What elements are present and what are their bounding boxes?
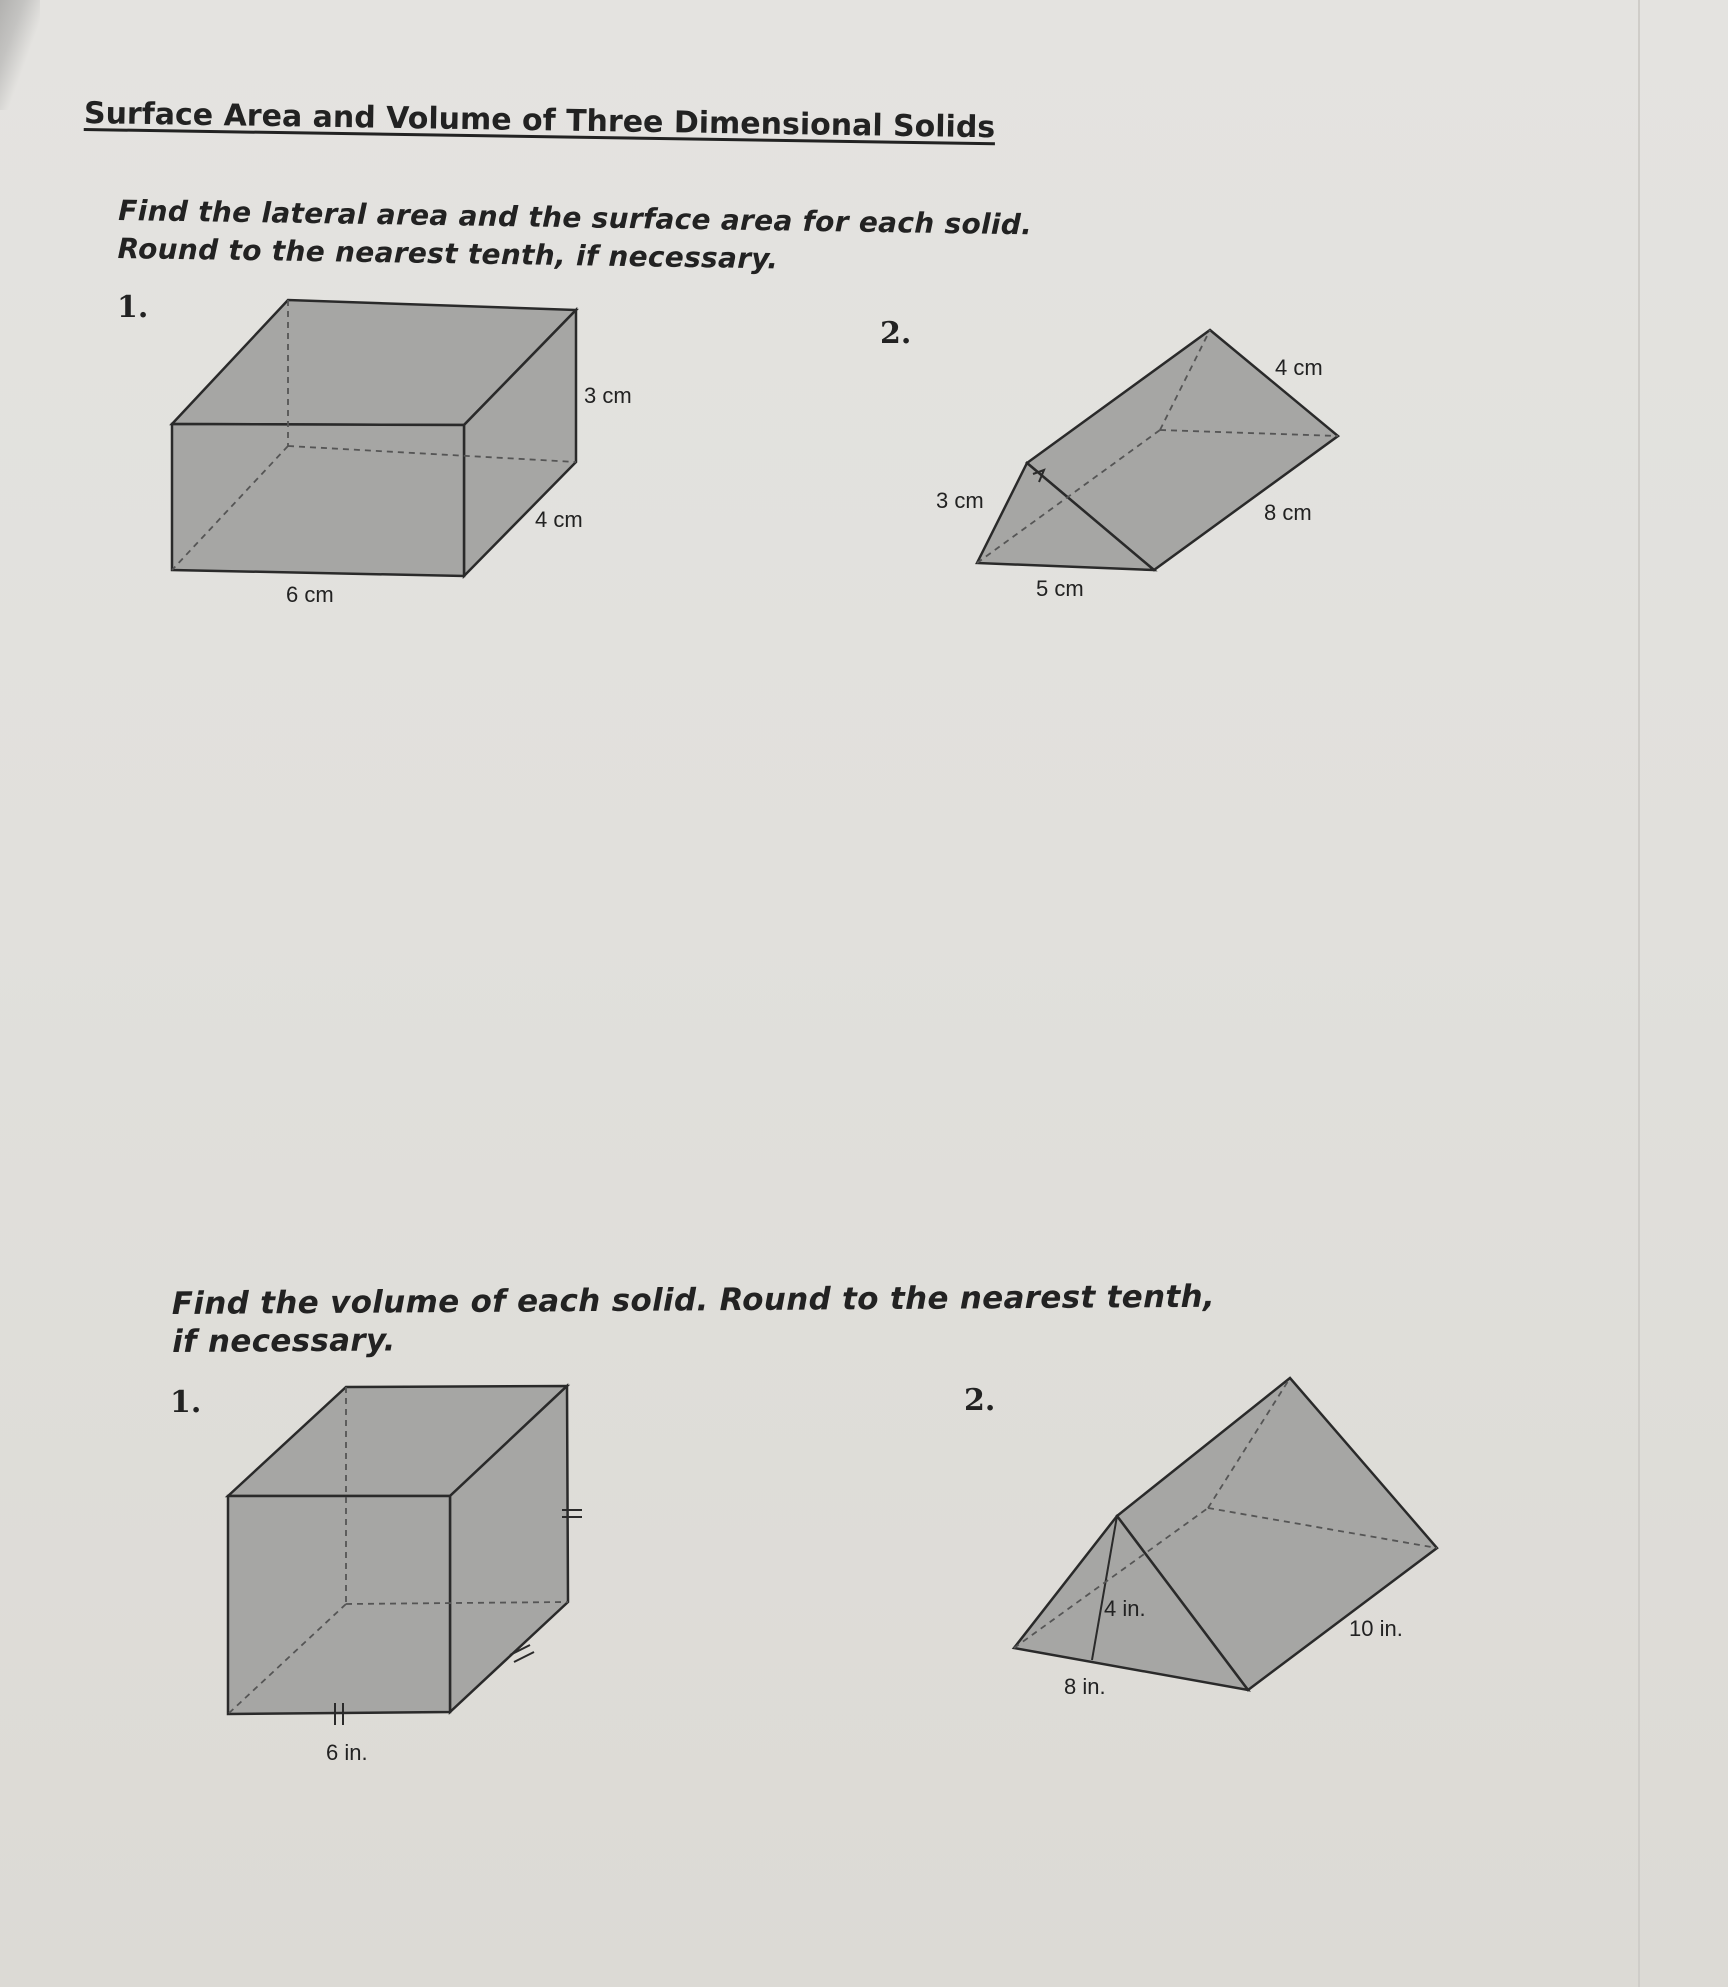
section2-problem2-number: 2. [964, 1383, 996, 1418]
section1-instruction-line2: Round to the nearest tenth, if necessary. [117, 231, 779, 276]
prism-height-label: 3 cm [584, 383, 632, 408]
iso-prism-base-label: 8 in. [1064, 1674, 1106, 1699]
prism-front-face [172, 424, 464, 576]
worksheet-title: Surface Area and Volume of Three Dimensional Solids [83, 96, 996, 146]
tri-prism-top-label: 4 cm [1275, 355, 1323, 380]
section2-problem1-number: 1. [170, 1385, 202, 1420]
section2-instruction-line2: if necessary. [172, 1322, 396, 1360]
section1-problem2-number: 2. [880, 316, 912, 351]
iso-prism-length-label: 10 in. [1349, 1616, 1403, 1641]
iso-prism-height-label: 4 in. [1104, 1596, 1146, 1621]
tri-prism-left-label: 3 cm [936, 488, 984, 513]
rectangular-prism-figure [172, 300, 632, 607]
prism-depth-label: 4 cm [535, 507, 583, 532]
cube-edge-label: 6 in. [326, 1740, 368, 1765]
prism-width-label: 6 cm [286, 582, 334, 607]
cube-front-face [228, 1496, 450, 1714]
tri-prism-right-label: 8 cm [1264, 500, 1312, 525]
isosceles-prism-figure [1014, 1378, 1437, 1699]
section1-instruction-line1: Find the lateral area and the surface area for each solid. [118, 194, 1033, 242]
triangular-prism-figure [936, 330, 1338, 601]
section2-instruction-line1: Find the volume of each solid. Round to the nearest tenth, [171, 1278, 1216, 1322]
section1-problem1-number: 1. [117, 290, 149, 325]
cube-figure [228, 1386, 582, 1765]
tri-prism-bottom-label: 5 cm [1036, 576, 1084, 601]
